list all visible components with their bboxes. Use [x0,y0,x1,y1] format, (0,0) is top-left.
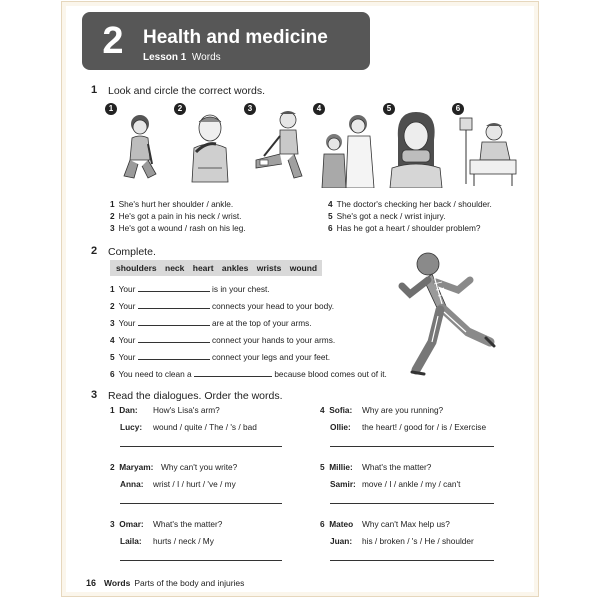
ex2-item [110,300,334,311]
sentence-text: She's hurt her shoulder / ankle. [118,199,234,209]
image-number-5: 5 [383,103,395,115]
unit-number: 2 [102,20,124,62]
ex1-sentence [110,223,246,233]
item-pre-text: Your [118,352,136,362]
exercise-1-number: 1 [91,84,98,96]
word-box-item: heart [192,263,214,273]
sentence-number: 4 [328,199,333,209]
sentence-number: 3 [110,223,115,233]
exercise-1-instruction: Look and circle the correct words. [108,85,265,97]
item-post-text: connect your hands to your arms. [212,335,336,345]
item-post-text: connects your head to your body. [212,301,335,311]
ex2-item [110,317,312,328]
unit-header [82,12,370,70]
image-number-3: 3 [244,103,256,115]
jumbled-words: hurts / neck / My [153,536,214,546]
speaker [330,422,351,432]
ex2-item [110,368,387,379]
doctor-checking-girl-illustration [320,110,378,188]
item-number: 3 [110,318,115,328]
answer-line[interactable] [120,503,282,504]
exercise-3-number: 3 [91,389,98,401]
jumbled-words: his / broken / 's / He / shoulder [362,536,474,546]
page-number: 16 [86,578,97,588]
ex1-sentence [110,199,233,209]
item-pre-text: You need to clean a [118,369,192,379]
answer-blank[interactable] [138,283,210,292]
speaker-name: Ollie: [330,422,351,432]
ex2-item [110,351,330,362]
speaker [120,479,144,489]
speaker-name: Laila: [120,536,142,546]
image-number-4: 4 [313,103,325,115]
unit-title: Health and medicine [143,27,328,48]
dialogue-number: 4 [320,405,325,415]
dialogue-1-line-1 [110,405,138,415]
sentence-number: 1 [110,199,115,209]
answer-line[interactable] [120,560,282,561]
man-hospital-bed-illustration [456,110,518,188]
speaker [330,536,352,546]
answer-line[interactable] [120,446,282,447]
girl-neck-brace-illustration [388,108,444,188]
item-number: 1 [110,284,115,294]
ex1-sentence [328,211,446,221]
image-number-6: 6 [452,103,464,115]
exercise-2-number: 2 [91,245,98,257]
jumbled-words: wrist / I / hurt / 've / my [153,479,236,489]
sentence-text: She's got a neck / wrist injury. [336,211,446,221]
dialogue-5-line-1 [320,462,353,472]
footer-category: Words [104,578,131,588]
answer-line[interactable] [330,560,494,561]
word-box-item: wound [289,263,318,273]
item-pre-text: Your [118,284,136,294]
dialogue-number: 1 [110,405,115,415]
lesson-label [143,52,221,63]
dialogue-number: 6 [320,519,325,529]
dialogue-text: Why can't you write? [161,462,238,472]
jumbled-words: move / I / ankle / my / can't [362,479,461,489]
item-post-text: because blood comes out of it. [274,369,387,379]
lesson-number: Lesson 1 [143,52,187,63]
item-post-text: is in your chest. [212,284,270,294]
image-number-2: 2 [174,103,186,115]
dialogue-text: How's Lisa's arm? [153,405,220,415]
speaker: Sofia: [329,405,353,415]
speaker-name: Anna: [120,479,144,489]
ex1-sentence [110,211,242,221]
speaker-name: Samir: [330,479,356,489]
sentence-text: Has he got a heart / shoulder problem? [336,223,481,233]
speaker [120,422,142,432]
dialogue-text: Why are you running? [362,405,444,415]
ex2-item [110,334,335,345]
exercise-2-instruction: Complete. [108,246,156,258]
ex1-sentence [328,199,492,209]
word-box-item: shoulders [116,263,157,273]
dialogue-text: What's the matter? [153,519,223,529]
footer-topic: Parts of the body and injuries [134,578,245,588]
sentence-number: 5 [328,211,333,221]
boy-leg-wound-illustration [250,106,308,184]
word-box [110,260,322,276]
item-number: 6 [110,369,115,379]
item-post-text: are at the top of your arms. [212,318,312,328]
speaker: Omar: [119,519,144,529]
answer-line[interactable] [330,503,494,504]
exercise-3-instruction: Read the dialogues. Order the words. [108,390,283,402]
item-number: 4 [110,335,115,345]
word-box-item: neck [165,263,185,273]
speaker [120,536,142,546]
answer-blank[interactable] [138,300,210,309]
item-number: 2 [110,301,115,311]
dialogue-2-line-1 [110,462,153,472]
jumbled-words: wound / quite / The / 's / bad [153,422,257,432]
dialogue-number: 5 [320,462,325,472]
item-pre-text: Your [118,318,136,328]
answer-blank[interactable] [138,334,210,343]
word-box-item: wrists [256,263,282,273]
speaker-name: Lucy: [120,422,143,432]
speaker: Mateo [329,519,354,529]
dialogue-4-line-1 [320,405,352,415]
speaker: Maryam: [119,462,154,472]
answer-blank[interactable] [138,317,210,326]
answer-line[interactable] [330,446,494,447]
speaker: Millie: [329,462,353,472]
item-post-text: connect your legs and your feet. [212,352,331,362]
dialogue-number: 2 [110,462,115,472]
running-man-skeleton-illustration [398,246,498,382]
sentence-text: He's got a pain in his neck / wrist. [118,211,242,221]
item-pre-text: Your [118,335,136,345]
dialogue-text: Why can't Max help us? [362,519,450,529]
page-footer [86,578,244,588]
dialogue-number: 3 [110,519,115,529]
ex2-item [110,283,270,294]
dialogue-3-line-1 [110,519,144,529]
speaker-name: Juan: [330,536,353,546]
ex1-sentence [328,223,481,233]
image-number-1: 1 [105,103,117,115]
speaker [330,479,356,489]
jumbled-words: the heart! / good for / is / Exercise [362,422,487,432]
lesson-topic: Words [191,52,221,63]
word-box-item: ankles [221,263,249,273]
answer-blank[interactable] [138,351,210,360]
speaker: Dan: [119,405,138,415]
boy-neck-pain-illustration [186,108,234,186]
dialogue-6-line-1 [320,519,353,529]
answer-blank[interactable] [194,368,272,377]
sentence-number: 6 [328,223,333,233]
dialogue-text: What's the matter? [362,462,432,472]
girl-hurt-ankle-illustration [118,108,166,186]
item-pre-text: Your [118,301,136,311]
item-number: 5 [110,352,115,362]
sentence-text: He's got a wound / rash on his leg. [118,223,246,233]
sentence-number: 2 [110,211,115,221]
sentence-text: The doctor's checking her back / shoulder. [336,199,492,209]
